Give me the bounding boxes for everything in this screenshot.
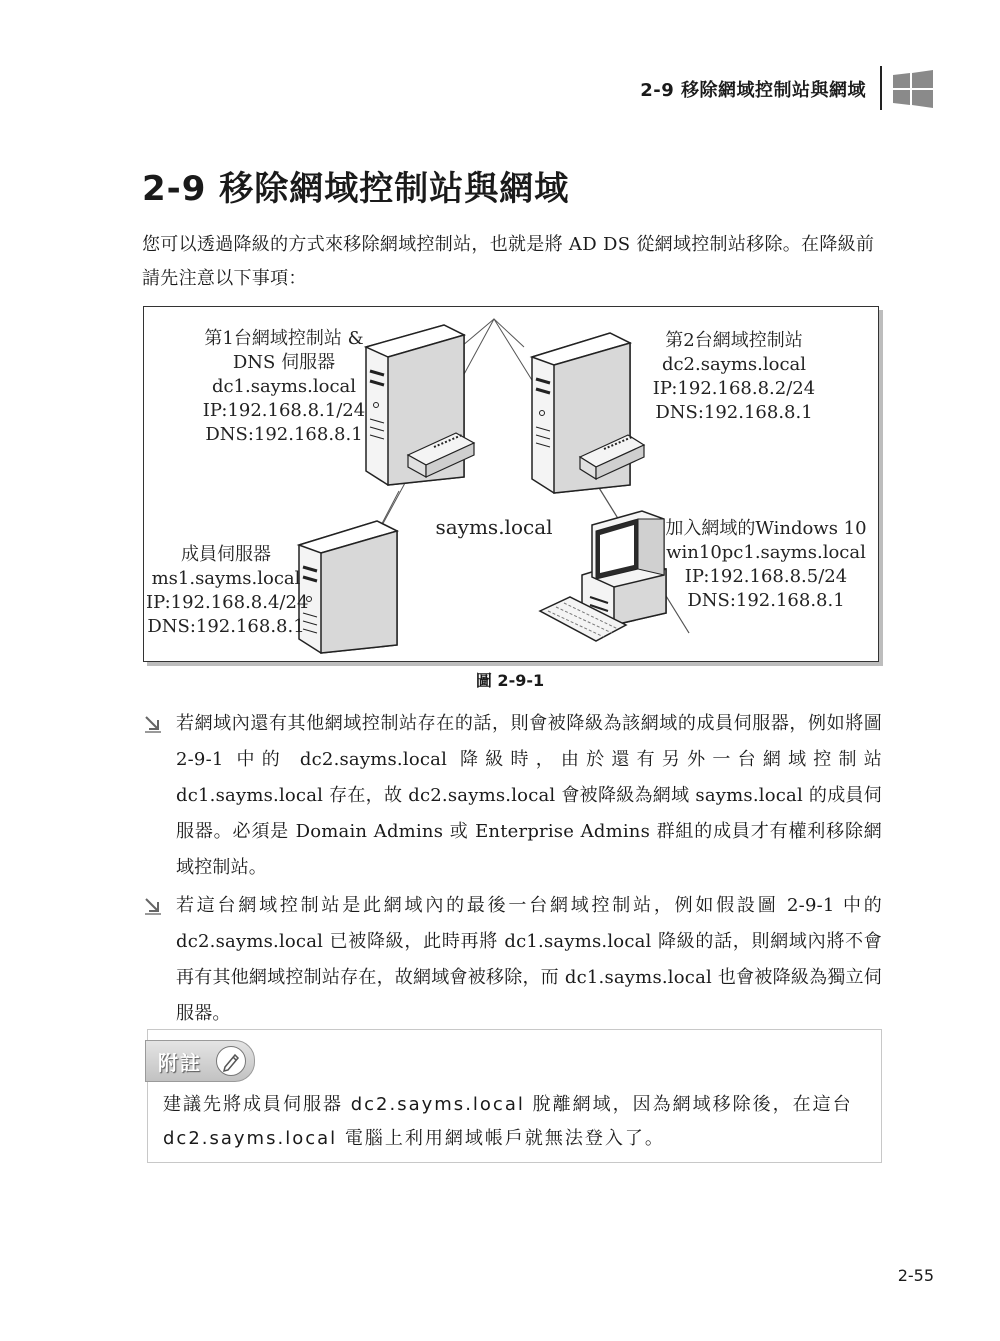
dc1-dns: DNS:192.168.8.1: [205, 424, 363, 445]
figure-caption: 圖 2-9-1: [475, 671, 545, 690]
win10-ip: IP:192.168.8.5/24: [684, 566, 848, 587]
win10-dns: DNS:192.168.8.1: [687, 590, 845, 611]
ms1-ip: IP:192.168.8.4/24: [146, 592, 309, 613]
section-title: 2-9 移除網域控制站與網域: [142, 169, 570, 209]
dc1-ip: IP:192.168.8.1/24: [202, 400, 366, 421]
dc2-hostname: dc2.sayms.local: [661, 354, 807, 375]
win10-role: 加入網域的Windows 10: [665, 518, 867, 539]
domain-name-label: sayms.local: [435, 515, 553, 539]
win10-label: [664, 517, 868, 613]
pencil-icon: [216, 1046, 246, 1076]
bullet-item-1: 若網域內還有其他網域控制站存在的話，則會被降級為該網域的成員伺服器，例如將圖 2-9-1 中的 dc2.sayms.local 降級時，由於還有另外一台網域控制站 dc1.sayms.local 存在，故 dc2.sayms.local 會被降級為網域 sayms.local 的成員伺服器。必須是 Domain Admins 或 Enterprise Admins 群組的成員才有權利移除網域控制站。: [176, 713, 882, 878]
running-header-title: 2-9 移除網域控制站與網域: [640, 80, 866, 101]
ms1-role: 成員伺服器: [181, 544, 271, 565]
dc1-hostname: dc1.sayms.local: [211, 376, 357, 397]
note-label: 附註: [158, 1051, 202, 1075]
bullet-arrow-icon: [142, 895, 164, 917]
network-diagram: [143, 306, 879, 662]
bullet-item-2: 若這台網域控制站是此網域內的最後一台網域控制站，例如假設圖 2-9-1 中的 dc2.sayms.local 已被降級，此時再將 dc1.sayms.local 降級的話，則網域內將不會再有其他網域控制站存在，故網域會被移除，而 dc1.sayms.local 也會被降級為獨立伺服器。: [176, 895, 882, 1024]
note-text: 建議先將成員伺服器 dc2.sayms.local 脫離網域，因為網域移除後，在這台 dc2.sayms.local 電腦上利用網域帳戶就無法登入了。: [163, 1094, 853, 1149]
dc2-ip: IP:192.168.8.2/24: [652, 378, 816, 399]
dc2-role: 第2台網域控制站: [665, 330, 803, 351]
dc2-label: [634, 329, 834, 425]
win10-hostname: win10pc1.sayms.local: [666, 542, 866, 563]
header-divider: [880, 66, 882, 110]
dc1-label: [184, 327, 384, 447]
intro-paragraph: 您可以透過降級的方式來移除網域控制站，也就是將 AD DS 從網域控制站移除。在降級前請先注意以下事項：: [142, 234, 875, 289]
windows-logo-icon: [893, 70, 933, 108]
note-tab: [145, 1040, 255, 1082]
dc2-dns: DNS:192.168.8.1: [655, 402, 813, 423]
ms1-hostname: ms1.sayms.local: [151, 568, 301, 589]
dc1-role-dns: DNS 伺服器: [232, 352, 336, 373]
ms1-dns: DNS:192.168.8.1: [147, 616, 305, 637]
ms1-label: [146, 543, 309, 639]
dc1-role: 第1台網域控制站 &: [204, 328, 364, 349]
dc2-server-icon: [532, 333, 644, 493]
ms1-server-icon: [299, 521, 397, 653]
bullet-arrow-icon: [142, 713, 164, 735]
page-number: 2-55: [897, 1266, 934, 1285]
